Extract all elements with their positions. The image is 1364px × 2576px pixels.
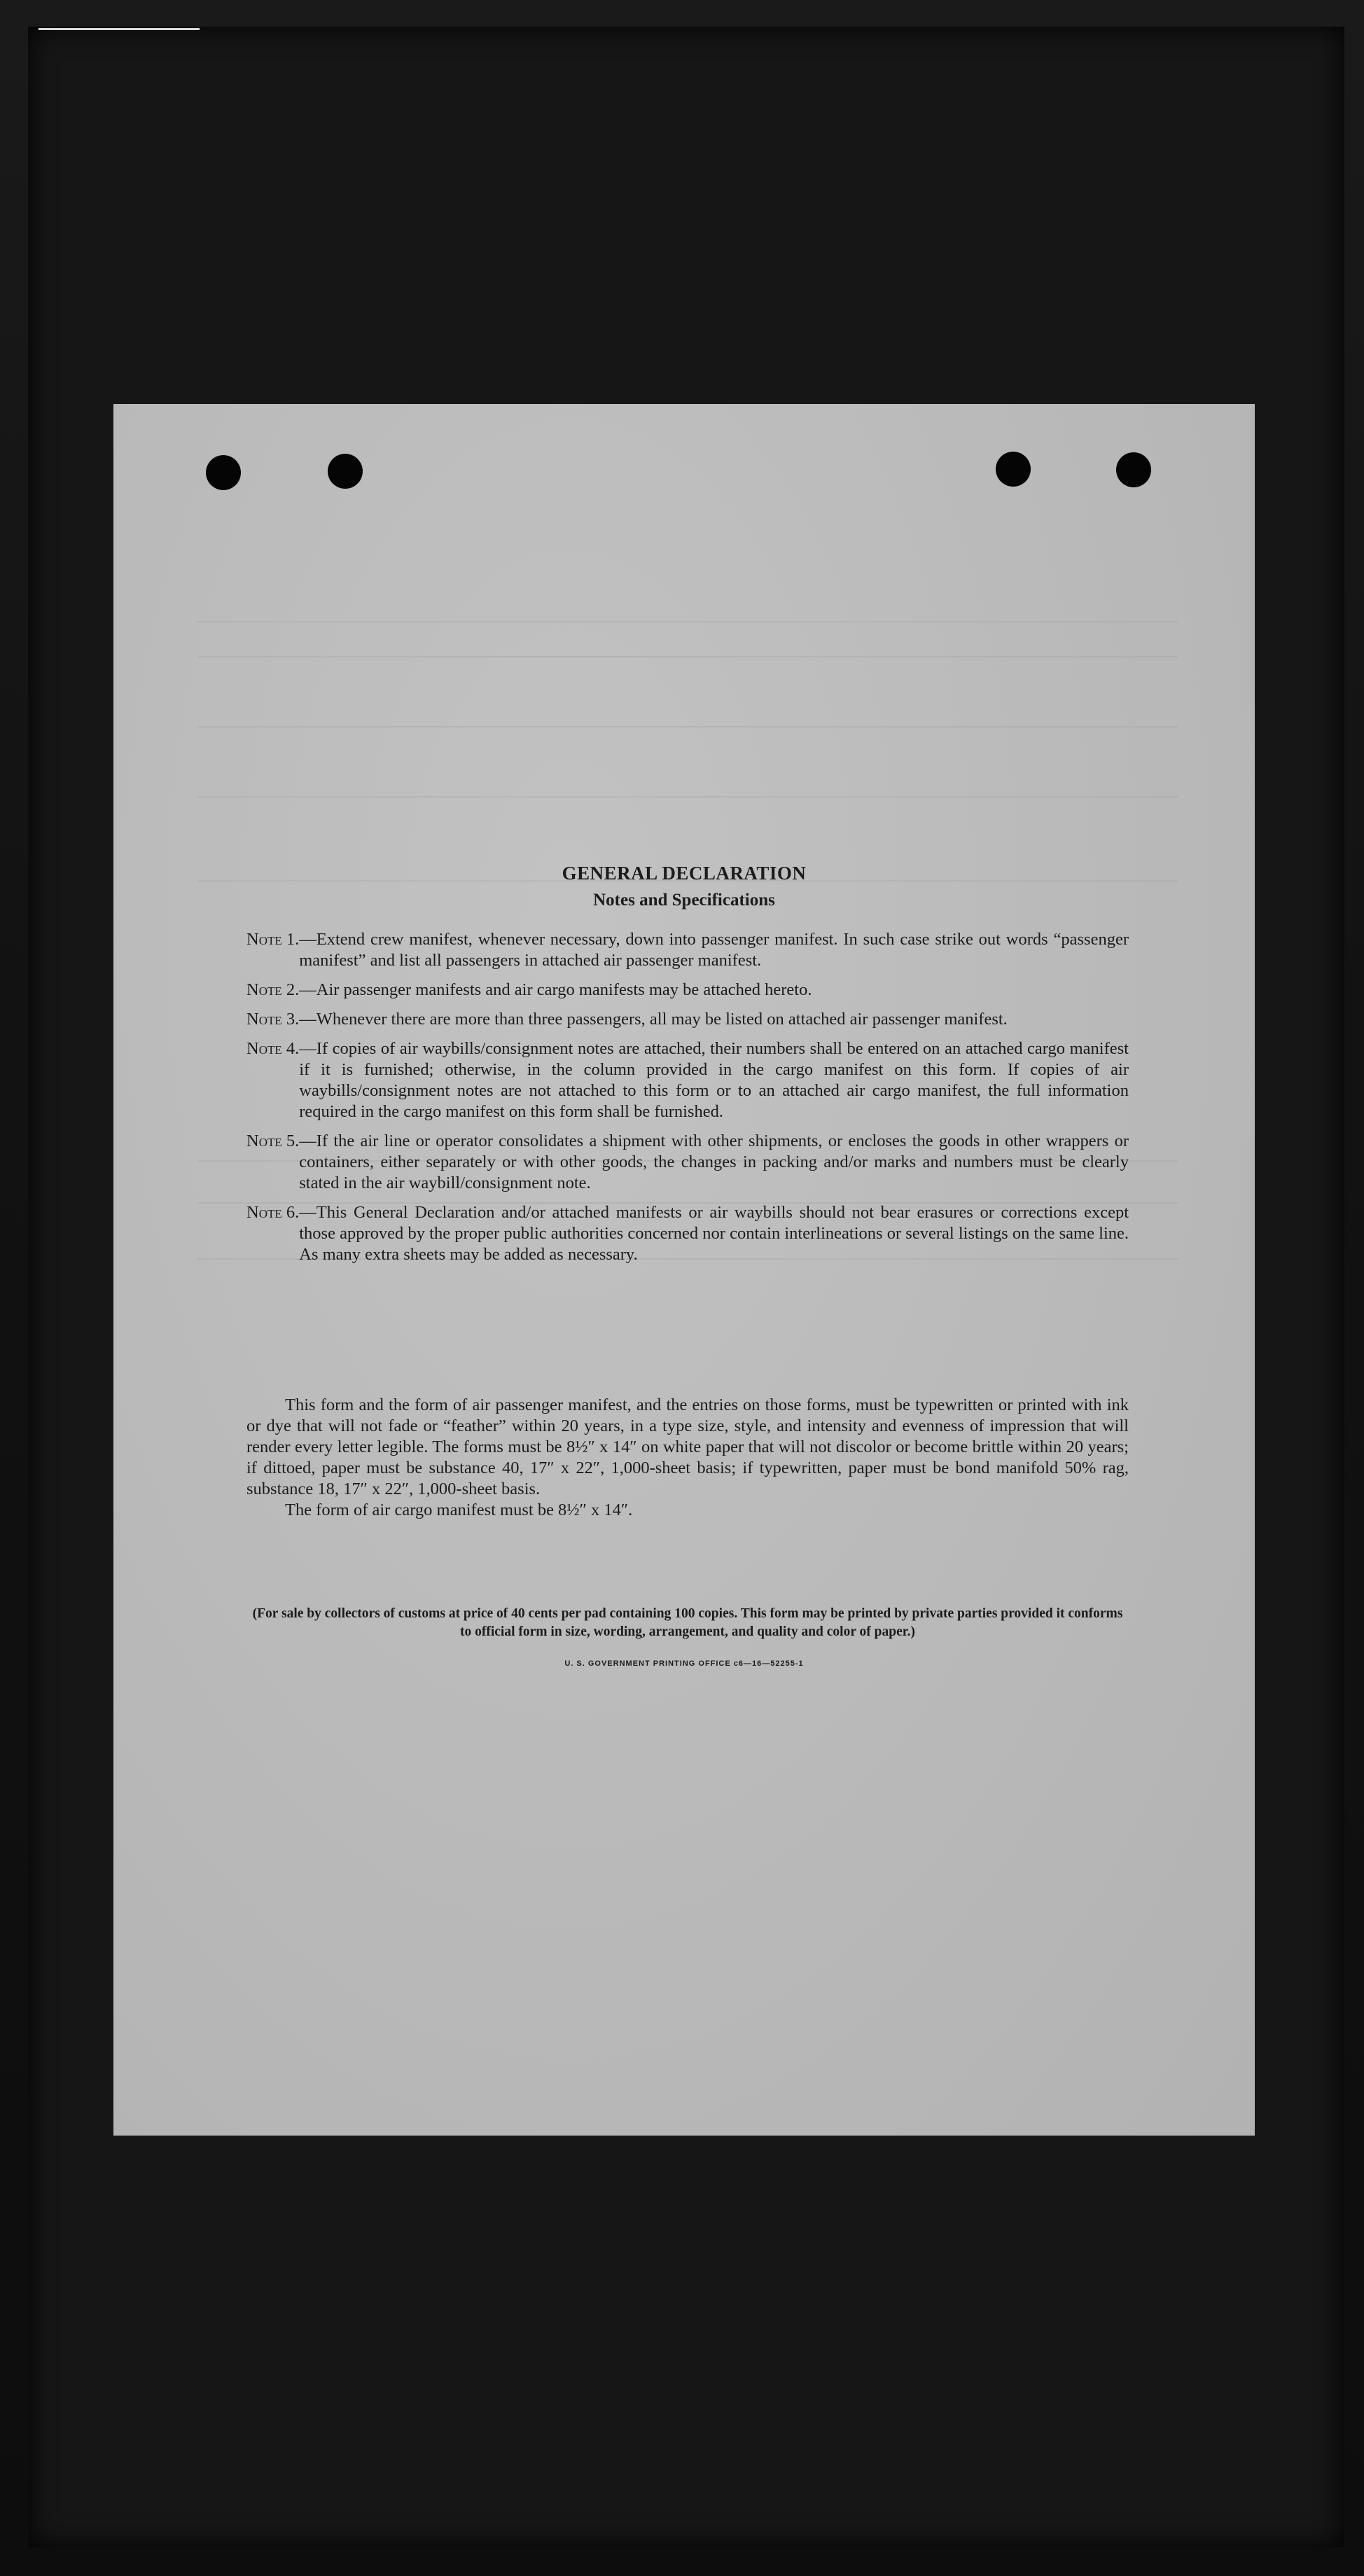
cargo-manifest-size-text: The form of air cargo manifest must be 8½″ x 14″. [285, 1501, 633, 1519]
note-label: Note 1. [246, 930, 300, 949]
note-label: Note 4. [246, 1039, 300, 1058]
note-5 [246, 1131, 1129, 1194]
note-label: Note 2. [246, 980, 300, 999]
form-specifications-paragraph [246, 1395, 1129, 1521]
sale-notice: (For sale by collectors of customs at price of 40 cents per pad containing 100 copies. This form may be printed by private parties provided it conforms to official form in size, wording, arrangement, and quality and color of paper.) [252, 1606, 1123, 1639]
note-6 [246, 1202, 1129, 1265]
note-label: Note 6. [246, 1203, 300, 1222]
document-content [113, 404, 1255, 2136]
notes-list [246, 929, 1129, 1274]
note-label: Note 3. [246, 1010, 300, 1029]
note-3 [246, 1009, 1129, 1030]
note-text: —Air passenger manifests and air cargo manifests may be attached hereto. [299, 980, 812, 999]
printer-imprint: U. S. GOVERNMENT PRINTING OFFICE c6—16—52255-1 [564, 1659, 804, 1668]
note-text: —If the air line or operator consolidates a shipment with other shipments, or encloses the goods in other wrappers or containers, either separately or with other goods, the changes in packing and/or marks and numbers must be clearly stated in the air waybill/consignment note. [299, 1132, 1129, 1192]
specifications-text: This form and the form of air passenger manifest, and the entries on those forms, must be typewritten or printed with ink or dye that will not fade or “feather” within 20 years, in a type size, style, and intensity and evenness of impression that will render every letter legible. The forms must be 8½″ x 14″ on white paper that will not discolor or become brittle within 20 years; if dittoed, paper must be substance 40, 17″ x 22″, 1,000-sheet basis; if typewritten, paper must be bond manifold 50% rag, substance 18, 17″ x 22″, 1,000-sheet basis. [246, 1395, 1129, 1498]
document-title: GENERAL DECLARATION [562, 863, 807, 884]
note-label: Note 5. [246, 1132, 300, 1150]
note-text: —Whenever there are more than three passengers, all may be listed on attached air passenger manifest. [299, 1010, 1008, 1029]
document-page [113, 404, 1255, 2136]
note-text: —If copies of air waybills/consignment notes are attached, their numbers shall be entered on an attached cargo manifest if it is furnished; otherwise, in the column provided in the cargo manifest on this form. If copies of air waybills/consignment notes are not attached to this form or to an attached air cargo manifest, the full information required in the cargo manifest on this form shall be furnished. [299, 1039, 1129, 1121]
note-4 [246, 1038, 1129, 1122]
film-top-rule [39, 28, 200, 30]
note-2 [246, 980, 1129, 1001]
note-1 [246, 929, 1129, 971]
note-text: —Extend crew manifest, whenever necessary, down into passenger manifest. In such case strike out words “passenger manifest” and list all passengers in attached air passenger manifest. [299, 930, 1129, 970]
note-text: —This General Declaration and/or attached manifests or air waybills should not bear erasures or corrections except those approved by the proper public authorities concerned nor contain interlineations or several listings on the same line. As many extra sheets may be added as necessary. [299, 1203, 1129, 1264]
document-subtitle: Notes and Specifications [593, 891, 775, 910]
